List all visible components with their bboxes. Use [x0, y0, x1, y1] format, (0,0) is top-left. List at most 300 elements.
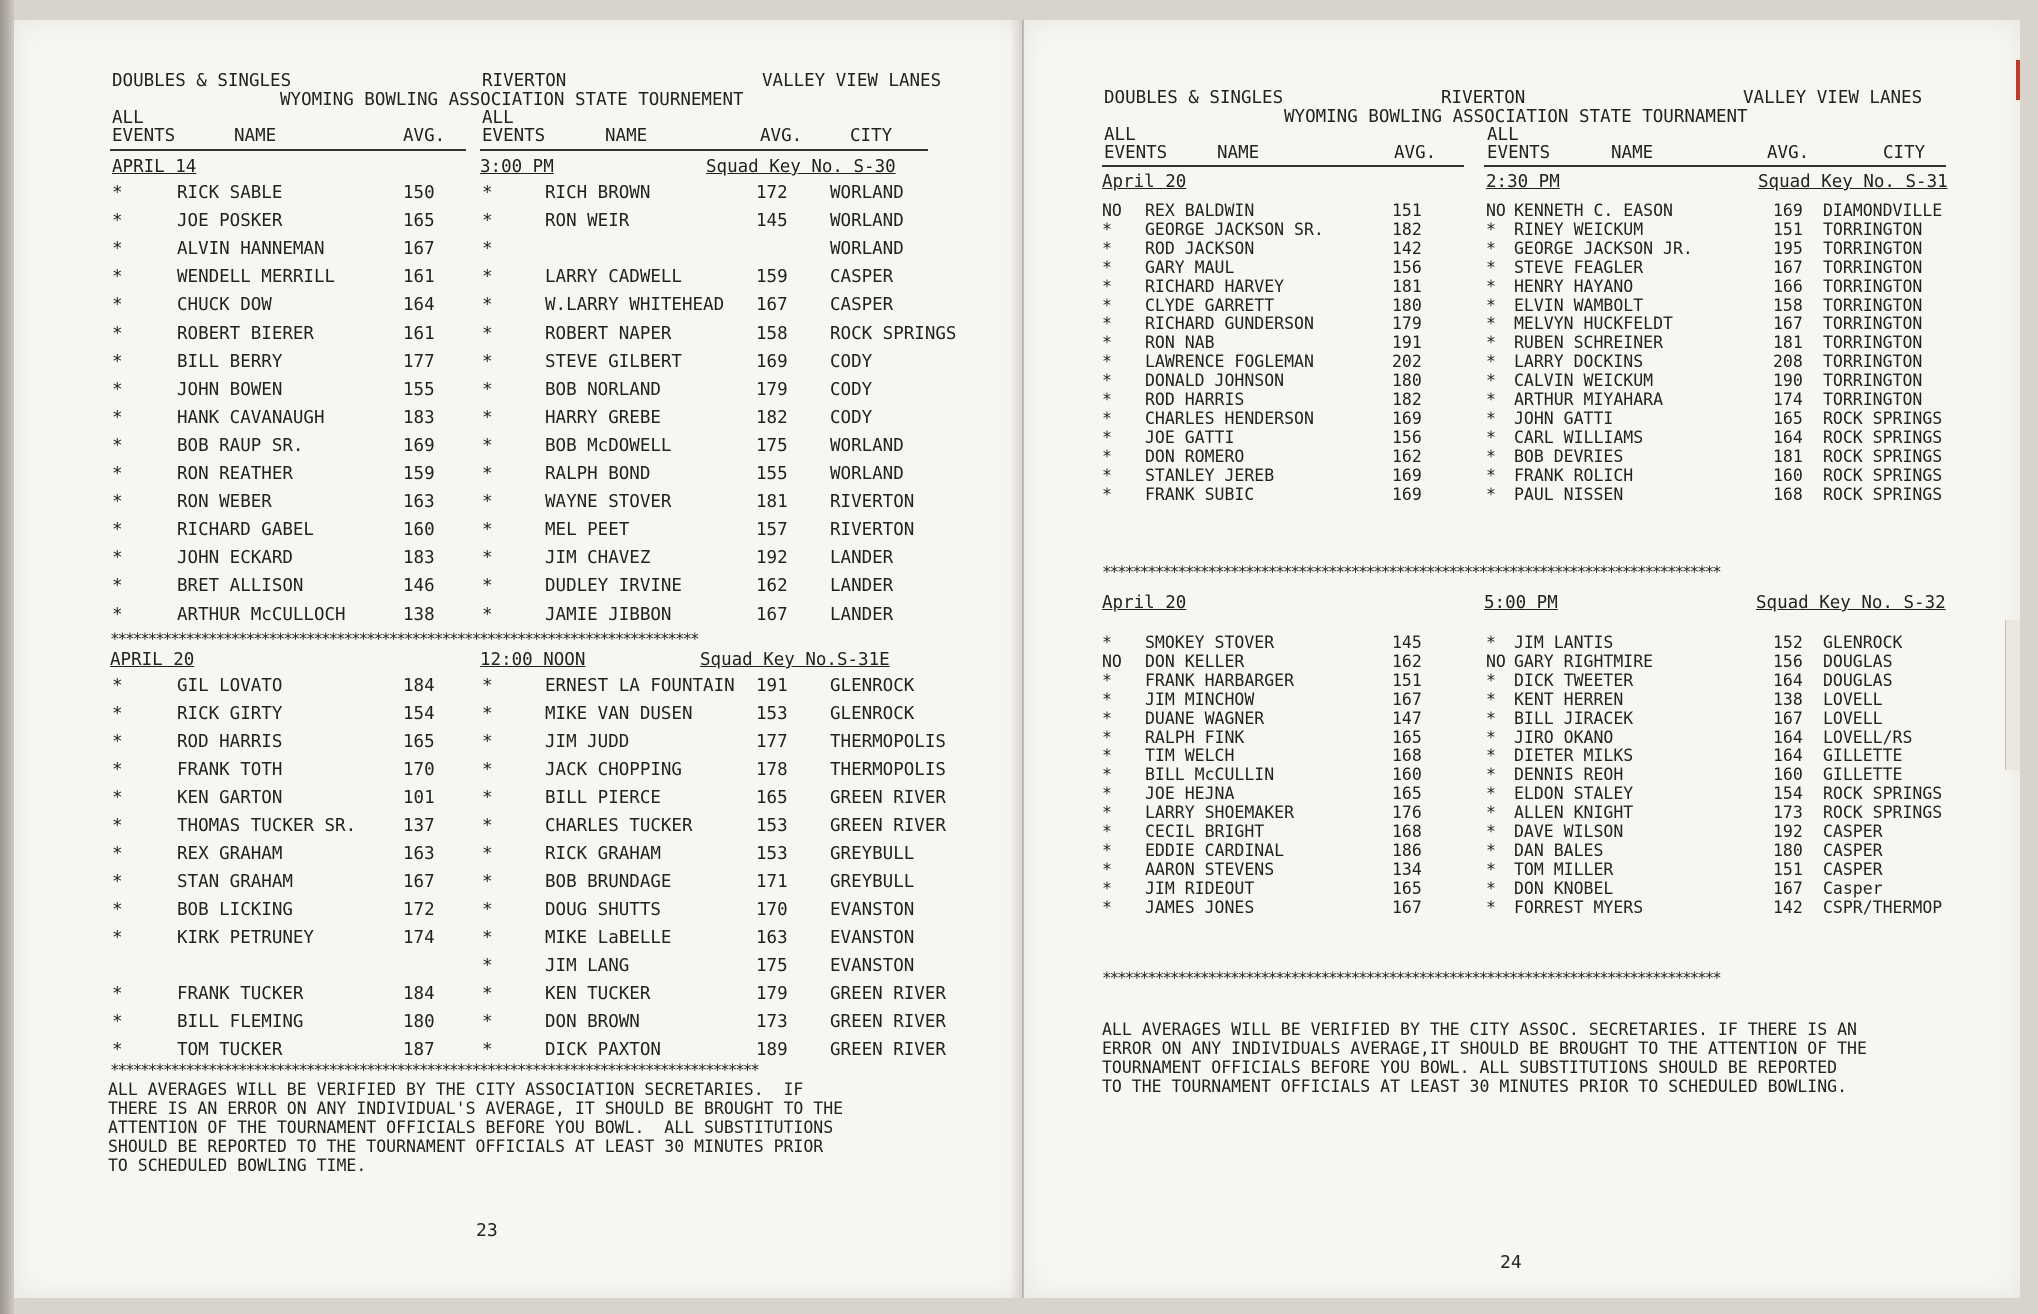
bowler-average: 159: [403, 464, 435, 484]
bowler-name-2: RICH BROWN: [545, 183, 651, 203]
events-flag-2: *: [482, 520, 493, 541]
squad-time: 2:30 PM: [1486, 172, 1560, 192]
table-row: [14, 520, 1022, 546]
bowler-city: WORLAND: [830, 183, 904, 203]
bowler-name-2: STEVE GILBERT: [545, 351, 682, 372]
events-flag: *: [1102, 465, 1112, 485]
bowler-average-2: 160: [1773, 465, 1803, 485]
bowler-average-2: 181: [756, 492, 788, 513]
events-flag: *: [112, 211, 123, 232]
bowler-name-2: DON KNOBEL: [1514, 878, 1614, 898]
bowler-average-2: 173: [756, 1012, 788, 1032]
bowler-city: LOVELL: [1823, 689, 1883, 709]
bowler-average: 156: [1392, 427, 1422, 447]
bowler-average-2: 167: [1773, 257, 1803, 277]
bowler-average: 161: [403, 323, 435, 344]
events-flag-2: *: [482, 844, 493, 864]
col-name: NAME: [1217, 143, 1260, 163]
bowler-name: RICHARD HARVEY: [1145, 276, 1285, 296]
bowler-name-2: ALLEN KNIGHT: [1514, 803, 1634, 823]
bowler-city: ROCK SPRINGS: [1823, 803, 1943, 823]
bowler-average-2: 190: [1773, 371, 1803, 391]
events-flag-2: *: [1486, 238, 1496, 258]
page-number: 24: [1500, 1252, 1522, 1273]
bowler-name: FRANK TOTH: [177, 760, 283, 780]
bowler-average: 180: [1392, 295, 1422, 315]
squad-key: Squad Key No. S-31: [1758, 172, 1948, 192]
events-flag-2: *: [482, 732, 493, 752]
bowler-name: THOMAS TUCKER SR.: [177, 816, 357, 836]
bowler-name: TOM TUCKER: [177, 1040, 283, 1060]
header-city: RIVERTON: [482, 71, 567, 91]
bowler-average: 160: [403, 520, 435, 541]
squad-date: April 20: [1102, 172, 1187, 192]
col-events-2: EVENTS: [1487, 143, 1551, 163]
events-flag-2: *: [482, 1040, 493, 1060]
note-line: TO THE TOURNAMENT OFFICIALS AT LEAST 30 MINUTES PRIOR TO SCHEDULED BOWLING.: [1102, 1077, 1848, 1096]
bowler-name-2: W.LARRY WHITEHEAD: [545, 295, 725, 316]
events-flag-2: *: [1486, 727, 1496, 747]
bowler-average: 137: [403, 816, 435, 836]
col-name: NAME: [234, 126, 277, 146]
table-row: [14, 676, 1022, 702]
bowler-average-2: 151: [1773, 219, 1803, 239]
bowler-name: DONALD JOHNSON: [1145, 371, 1285, 391]
events-flag-2: *: [482, 239, 493, 260]
bowler-average-2: 178: [756, 760, 788, 780]
bowler-name: RICK GIRTY: [177, 704, 283, 724]
table-row: [14, 295, 1022, 321]
header-rule-2: [1484, 165, 1946, 167]
events-flag: *: [1102, 295, 1112, 315]
bowler-name: KIRK PETRUNEY: [177, 928, 314, 948]
events-flag: *: [112, 295, 123, 316]
table-row: [1024, 898, 2020, 917]
bowler-average: 167: [403, 239, 435, 260]
bowler-city: GREYBULL: [830, 872, 915, 892]
bowler-average: 180: [1392, 371, 1422, 391]
bowler-average-2: 138: [1773, 689, 1803, 709]
bowler-name-2: DUDLEY IRVINE: [545, 576, 682, 597]
events-flag: *: [112, 816, 123, 836]
events-flag: *: [1102, 859, 1112, 879]
events-flag-2: *: [1486, 295, 1496, 315]
bowler-city: CODY: [830, 351, 873, 372]
events-flag: *: [1102, 352, 1112, 372]
bowler-name-2: FORREST MYERS: [1514, 897, 1644, 917]
table-row: [1024, 447, 2020, 466]
events-flag-2: *: [482, 676, 493, 696]
bowler-average: 161: [403, 267, 435, 288]
bowler-city: GLENROCK: [830, 676, 915, 696]
star-divider: **********************************************************************************: [1102, 562, 1720, 581]
events-flag: *: [112, 576, 123, 597]
bowler-city: ROCK SPRINGS: [1823, 446, 1943, 466]
bowler-city: ROCK SPRINGS: [830, 323, 957, 344]
bowler-name: DUANE WAGNER: [1145, 708, 1265, 728]
book-edge: [0, 0, 14, 1314]
col-avg: AVG.: [403, 126, 446, 146]
note-line: TO SCHEDULED BOWLING TIME.: [108, 1156, 367, 1175]
bowler-name: RICHARD GUNDERSON: [1145, 314, 1314, 334]
bowler-average: 162: [1392, 446, 1422, 466]
events-flag: NO: [1102, 201, 1122, 220]
table-row: [14, 408, 1022, 434]
bowler-average-2: 179: [756, 984, 788, 1004]
note-line: ATTENTION OF THE TOURNAMENT OFFICIALS BEFORE YOU BOWL. ALL SUBSTITUTIONS: [108, 1118, 834, 1137]
table-row: [14, 267, 1022, 293]
col-all-2: ALL: [482, 108, 514, 128]
bowler-name: BRET ALLISON: [177, 576, 304, 597]
events-flag: *: [112, 267, 123, 288]
bowler-average-2: 151: [1773, 859, 1803, 879]
events-flag-2: *: [1486, 390, 1496, 409]
bowler-name: ROBERT BIERER: [177, 323, 314, 344]
bowler-name-2: CHARLES TUCKER: [545, 816, 693, 836]
bowler-average-2: 169: [1773, 201, 1803, 220]
bowler-name: RON REATHER: [177, 464, 293, 484]
bowler-average: 167: [403, 872, 435, 892]
bowler-city: TORRINGTON: [1823, 371, 1923, 391]
bowler-average: 187: [403, 1040, 435, 1060]
table-row: [1024, 765, 2020, 784]
events-flag-2: *: [1486, 746, 1496, 766]
bowler-average-2: 142: [1773, 897, 1803, 917]
table-row: [14, 900, 1022, 926]
bowler-name: JOHN ECKARD: [177, 548, 293, 569]
bowler-average-2: 192: [1773, 822, 1803, 841]
table-row: [1024, 352, 2020, 371]
bowler-city: GREEN RIVER: [830, 984, 946, 1004]
table-row: [14, 464, 1022, 490]
events-flag-2: *: [482, 928, 493, 948]
events-flag: *: [112, 1040, 123, 1060]
bowler-name: GIL LOVATO: [177, 676, 283, 696]
bowler-name: AARON STEVENS: [1145, 859, 1275, 879]
bowler-city: TORRINGTON: [1823, 238, 1923, 258]
events-flag-2: *: [482, 704, 493, 724]
bowler-average-2: 208: [1773, 352, 1803, 372]
bowler-average: 168: [1392, 822, 1422, 841]
bowler-city: THERMOPOLIS: [830, 760, 946, 780]
note-line: ALL AVERAGES WILL BE VERIFIED BY THE CITY ASSOC. SECRETARIES. IF THERE IS AN: [1102, 1020, 1857, 1039]
bowler-average-2: 180: [1773, 840, 1803, 860]
bowler-name-2: PAUL NISSEN: [1514, 484, 1624, 504]
events-flag-2: *: [482, 267, 493, 288]
bowler-average-2: 164: [1773, 670, 1803, 690]
events-flag-2: *: [1486, 276, 1496, 296]
bowler-name-2: BOB BRUNDAGE: [545, 872, 672, 892]
bowler-name: JIM RIDEOUT: [1145, 878, 1255, 898]
bowler-average-2: 167: [1773, 708, 1803, 728]
bowler-name-2: ERNEST LA FOUNTAIN: [545, 676, 735, 696]
bowler-name: ARTHUR McCULLOCH: [177, 604, 346, 625]
bowler-average: 165: [1392, 727, 1422, 747]
bowler-name: KEN GARTON: [177, 788, 283, 808]
events-flag: *: [1102, 371, 1112, 391]
table-row: [14, 1040, 1022, 1066]
bowler-city: EVANSTON: [830, 928, 915, 948]
bowler-city: GILLETTE: [1823, 765, 1903, 785]
bowler-average: 184: [403, 676, 435, 696]
bowler-city: CASPER: [1823, 840, 1883, 860]
bowler-name-2: JIM LANG: [545, 956, 630, 976]
bowler-average: 174: [403, 928, 435, 948]
bowler-name-2: HENRY HAYANO: [1514, 276, 1634, 296]
table-row: [1024, 371, 2020, 390]
bowler-name-2: JIM CHAVEZ: [545, 548, 651, 569]
events-flag-2: *: [1486, 670, 1496, 690]
events-flag: *: [1102, 803, 1112, 823]
bowler-average: 156: [1392, 257, 1422, 277]
events-flag-2: *: [482, 872, 493, 892]
bowler-name: CECIL BRIGHT: [1145, 822, 1265, 841]
bowler-average: 183: [403, 407, 435, 428]
bowler-city: ROCK SPRINGS: [1823, 484, 1943, 504]
events-flag: *: [112, 239, 123, 260]
events-flag: *: [112, 407, 123, 428]
bowler-name-2: DENNIS REOH: [1514, 765, 1624, 785]
bowler-city: DOUGLAS: [1823, 651, 1893, 671]
table-row: [14, 436, 1022, 462]
bowler-name-2: DICK TWEETER: [1514, 670, 1634, 690]
bowler-city: GREEN RIVER: [830, 788, 946, 808]
bowler-average-2: 189: [756, 1040, 788, 1060]
events-flag-2: *: [1486, 840, 1496, 860]
bowler-average: 169: [1392, 484, 1422, 504]
bowler-name: RALPH FINK: [1145, 727, 1245, 747]
events-flag-2: *: [482, 1012, 493, 1032]
bowler-average: 186: [1392, 840, 1422, 860]
col-events: EVENTS: [112, 126, 176, 146]
events-flag-2: *: [482, 407, 493, 428]
bowler-average-2: 156: [1773, 651, 1803, 671]
bowler-city: RIVERTON: [830, 520, 915, 541]
bowler-name: JIM MINCHOW: [1145, 689, 1255, 709]
events-flag: *: [1102, 765, 1112, 785]
bowler-name-2: KENT HERREN: [1514, 689, 1624, 709]
table-row: [1024, 709, 2020, 728]
table-row: [14, 576, 1022, 602]
bowler-name-2: RALPH BOND: [545, 464, 651, 484]
bowler-average-2: 192: [756, 548, 788, 569]
page-tab: [2005, 620, 2020, 770]
bowler-average: 150: [403, 183, 435, 203]
bowler-name-2: MELVYN HUCKFELDT: [1514, 314, 1673, 334]
bowler-average: 147: [1392, 708, 1422, 728]
bowler-city: WORLAND: [830, 435, 904, 456]
table-row: [1024, 296, 2020, 315]
bowler-city: ROCK SPRINGS: [1823, 465, 1943, 485]
bowler-average: 183: [403, 548, 435, 569]
events-flag-2: *: [482, 323, 493, 344]
events-flag: *: [1102, 276, 1112, 296]
bowler-name-2: DICK PAXTON: [545, 1040, 661, 1060]
events-flag-2: *: [1486, 897, 1496, 917]
bowler-name-2: GEORGE JACKSON JR.: [1514, 238, 1693, 258]
bowler-name: WENDELL MERRILL: [177, 267, 336, 288]
events-flag: *: [1102, 633, 1112, 652]
bowler-average: 138: [403, 604, 435, 625]
bowler-city: EVANSTON: [830, 900, 915, 920]
bowler-name: RON NAB: [1145, 333, 1215, 353]
events-flag: *: [112, 788, 123, 808]
bowler-city: GLENROCK: [1823, 633, 1903, 652]
events-flag-2: *: [482, 464, 493, 484]
bowler-name: JOE POSKER: [177, 211, 283, 232]
bowler-city: ROCK SPRINGS: [1823, 784, 1943, 804]
red-bookmark: [2016, 60, 2020, 100]
squad-date: April 20: [1102, 593, 1187, 613]
col-avg-2: AVG.: [760, 126, 803, 146]
header-rule: [1102, 165, 1464, 167]
bowler-name: JOE GATTI: [1145, 427, 1235, 447]
events-flag: *: [1102, 878, 1112, 898]
bowler-city: TORRINGTON: [1823, 352, 1923, 372]
bowler-average-2: 153: [756, 816, 788, 836]
bowler-average-2: 182: [756, 407, 788, 428]
table-row: [14, 844, 1022, 870]
bowler-name-2: DAN BALES: [1514, 840, 1604, 860]
events-flag-2: *: [482, 183, 493, 203]
bowler-average-2: 174: [1773, 390, 1803, 409]
bowler-name-2: KENNETH C. EASON: [1514, 201, 1673, 220]
header-venue: VALLEY VIEW LANES: [762, 71, 942, 91]
events-flag: *: [1102, 484, 1112, 504]
events-flag-2: *: [1486, 803, 1496, 823]
events-flag: *: [112, 900, 123, 920]
table-row: [14, 605, 1022, 631]
events-flag: *: [1102, 670, 1112, 690]
bowler-average: 164: [403, 295, 435, 316]
events-flag-2: *: [482, 604, 493, 625]
bowler-name: EDDIE CARDINAL: [1145, 840, 1285, 860]
events-flag-2: *: [1486, 784, 1496, 804]
bowler-city: CASPER: [830, 295, 894, 316]
bowler-name-2: LARRY DOCKINS: [1514, 352, 1644, 372]
bowler-average: 145: [1392, 633, 1422, 652]
bowler-average: 177: [403, 351, 435, 372]
bowler-average: 167: [1392, 897, 1422, 917]
events-flag: *: [112, 323, 123, 344]
bowler-name-2: JIM LANTIS: [1514, 633, 1614, 652]
events-flag: *: [1102, 708, 1112, 728]
bowler-name-2: RON WEIR: [545, 211, 630, 232]
bowler-average: 101: [403, 788, 435, 808]
header-title: WYOMING BOWLING ASSOCIATION STATE TOURNEMENT: [280, 90, 744, 110]
bowler-average: 165: [1392, 784, 1422, 804]
events-flag-2: *: [1486, 708, 1496, 728]
events-flag-2: *: [1486, 257, 1496, 277]
bowler-average-2: 165: [1773, 408, 1803, 428]
bowler-average-2: 195: [1773, 238, 1803, 258]
bowler-name-2: WAYNE STOVER: [545, 492, 672, 513]
table-row: [14, 492, 1022, 518]
bowler-name-2: JIRO OKANO: [1514, 727, 1614, 747]
bowler-city: EVANSTON: [830, 956, 915, 976]
bowler-city: CASPER: [830, 267, 894, 288]
bowler-average-2: 157: [756, 520, 788, 541]
bowler-name: ROD HARRIS: [1145, 390, 1245, 409]
events-flag: *: [112, 732, 123, 752]
bowler-city: TORRINGTON: [1823, 390, 1923, 409]
bowler-average-2: 153: [756, 704, 788, 724]
bowler-average-2: 167: [1773, 878, 1803, 898]
squad-time: 3:00 PM: [480, 157, 554, 177]
events-flag: *: [112, 844, 123, 864]
bowler-name: JOE HEJNA: [1145, 784, 1235, 804]
bowler-city: CASPER: [1823, 859, 1883, 879]
events-flag: *: [112, 435, 123, 456]
events-flag-2: *: [1486, 484, 1496, 504]
header-venue: VALLEY VIEW LANES: [1743, 88, 1923, 108]
bowler-average: 154: [403, 704, 435, 724]
bowler-name-2: ELDON STALEY: [1514, 784, 1634, 804]
events-flag: *: [1102, 333, 1112, 353]
bowler-average: 165: [1392, 878, 1422, 898]
events-flag-2: *: [1486, 219, 1496, 239]
events-flag: *: [112, 704, 123, 724]
squad-time: 5:00 PM: [1484, 593, 1558, 613]
header-city: RIVERTON: [1441, 88, 1526, 108]
events-flag-2: *: [1486, 371, 1496, 391]
bowler-name-2: MIKE VAN DUSEN: [545, 704, 693, 724]
bowler-name: HANK CAVANAUGH: [177, 407, 325, 428]
bowler-average: 179: [1392, 314, 1422, 334]
note-line: ERROR ON ANY INDIVIDUALS AVERAGE,IT SHOULD BE BROUGHT TO THE ATTENTION OF THE: [1102, 1039, 1867, 1058]
bowler-name: JOHN BOWEN: [177, 379, 283, 400]
bowler-average: 165: [403, 732, 435, 752]
col-city: CITY: [1883, 143, 1926, 163]
bowler-average: 202: [1392, 352, 1422, 372]
bowler-name: GARY MAUL: [1145, 257, 1235, 277]
bowler-name: JAMES JONES: [1145, 897, 1255, 917]
col-all-2: ALL: [1487, 125, 1519, 145]
bowler-average: 151: [1392, 201, 1422, 220]
squad-date: APRIL 14: [112, 157, 197, 177]
bowler-name: FRANK SUBIC: [1145, 484, 1255, 504]
events-flag: *: [1102, 784, 1112, 804]
bowler-city: CASPER: [1823, 822, 1883, 841]
events-flag-2: *: [1486, 314, 1496, 334]
events-flag: *: [112, 760, 123, 780]
events-flag: *: [1102, 390, 1112, 409]
bowler-average-2: 164: [1773, 427, 1803, 447]
bowler-average-2: 175: [756, 435, 788, 456]
bowler-average: 162: [1392, 651, 1422, 671]
bowler-average-2: 169: [756, 351, 788, 372]
events-flag-2: *: [482, 788, 493, 808]
bowler-average-2: 173: [1773, 803, 1803, 823]
bowler-average-2: 153: [756, 844, 788, 864]
bowler-name: BILL BERRY: [177, 351, 283, 372]
events-flag-2: *: [482, 548, 493, 569]
events-flag-2: *: [1486, 878, 1496, 898]
events-flag: *: [112, 984, 123, 1004]
bowler-name-2: DAVE WILSON: [1514, 822, 1624, 841]
star-divider: ******************************************************************************: [110, 629, 698, 648]
events-flag: *: [1102, 840, 1112, 860]
events-flag: *: [112, 872, 123, 892]
bowler-name-2: LARRY CADWELL: [545, 267, 682, 288]
bowler-city: GREYBULL: [830, 844, 915, 864]
events-flag-2: *: [482, 211, 493, 232]
bowler-name-2: CALVIN WEICKUM: [1514, 371, 1654, 391]
events-flag: *: [112, 604, 123, 625]
bowler-name: FRANK HARBARGER: [1145, 670, 1295, 690]
page-number: 23: [476, 1220, 498, 1241]
table-row: [1024, 690, 2020, 709]
